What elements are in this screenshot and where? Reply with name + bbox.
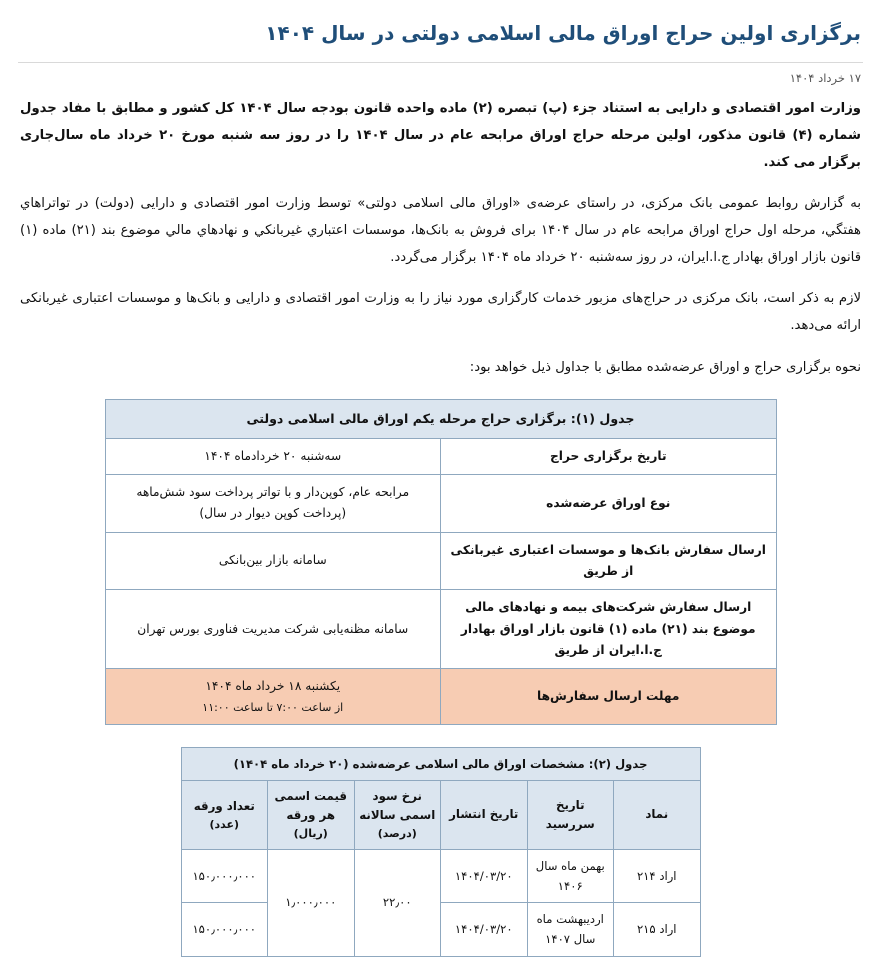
table2-row0-issue: ۱۴۰۴/۰۳/۲۰ (441, 849, 528, 903)
table2-header-2-main: تاریخ انتشار (449, 807, 519, 822)
table-row (181, 903, 700, 957)
table1-row4-value (105, 669, 441, 725)
table2-row0-count: ۱۵۰٫۰۰۰٫۰۰۰ (181, 849, 268, 903)
table2-header-4-main: قیمت اسمی هر ورقه (274, 789, 348, 823)
table1-row0-value: سه‌شنبه ۲۰ خردادماه ۱۴۰۴ (105, 438, 441, 474)
table-row (105, 590, 776, 669)
title-divider (18, 62, 863, 63)
article-paragraph-4: نحوه برگزاری حراج و اوراق عرضه‌شده مطابق با جداول ذیل خواهد بود: (469, 359, 861, 375)
table-header-row (181, 781, 700, 849)
table2-header-1 (527, 781, 614, 849)
auction-schedule-table (105, 399, 777, 725)
table2-header-4 (268, 781, 355, 849)
publish-date: ۱۷ خرداد ۱۴۰۴ (789, 71, 861, 85)
table1-row3-label: ارسال سفارش شرکت‌های بیمه و نهادهای مالی موضوع بند (۲۱) ماده (۱) قانون بازار اوراق بهادار ج.ا.ایران از طریق (441, 590, 777, 669)
table2-header-5-main: تعداد ورقه (193, 798, 255, 813)
table2-header-5-unit: (عدد) (209, 817, 240, 831)
table1-wrapper (18, 395, 863, 725)
table2-header-5 (181, 781, 268, 849)
table1-row4-value-line2: از ساعت ۷:۰۰ تا ساعت ۱۱:۰۰ (202, 700, 344, 714)
table-row (105, 438, 776, 474)
table-title-row (181, 747, 700, 780)
table2-nominal: ۱٫۰۰۰٫۰۰۰ (268, 849, 355, 956)
article-paragraph-1: وزارت امور اقتصادی و دارایی به استناد جزء (پ) تبصره (۲) ماده واحده قانون بودجه سال ۱۴۰۴ کل کشور و مطابق با مفاد جدول شماره (۴) قانون مذکور، اولین مرحله حراج اوراق مرابحه عام در سال ۱۴۰۴ را در روز سه شنبه مورخ ۲۰ خرداد ماه سال‌جاری برگزار می کند. (20, 101, 861, 171)
table2-title: جدول (۲): مشخصات اوراق مالی اسلامی عرضه‌شده (۲۰ خرداد ماه ۱۴۰۴) (181, 747, 700, 780)
table1-row4-label: مهلت ارسال سفارش‌ها (441, 669, 777, 725)
table1-row2-value: سامانه بازار بین‌بانکی (105, 532, 441, 590)
table1-row2-label: ارسال سفارش بانک‌ها و موسسات اعتباری غیربانکی از طریق (441, 532, 777, 590)
table2-header-1-main: تاریخ سررسید (545, 798, 595, 831)
table2-row0-symbol: اراد ۲۱۴ (614, 849, 701, 903)
table2-header-3-unit: (درصد) (377, 826, 417, 840)
table-row (105, 532, 776, 590)
table2-header-4-unit: (ریال) (293, 826, 328, 840)
article-paragraph-3: لازم به ذکر است، بانک مرکزی در حراج‌های مزبور خدمات کارگزاری مورد نیاز را به وزارت امور اقتصادی و دارایی و بانک‌ها و موسسات اعتباری غیربانکی ارائه می‌دهد. (20, 291, 861, 334)
article-paragraph-2: به گزارش روابط عمومی بانک مرکزی، در راستای عرضه‌ی «اوراق مالی اسلامی دولتی» توسط وزارت امور اقتصادی و دارایی (دولت) در تواتراهاي هفتگي، مرحله اول حراج اوراق مرابحه عام در سال ۱۴۰۴ برای فروش به بانک‌ها، موسسات اعتباري غيربانكي و نهادهاي مالي موضوع بند (۲۱) ماده (۱) قانون بازار اوراق بهادار ج.ا.ایران، در روز سه‌شنبه ۲۰ خرداد ماه ۱۴۰۴ برگزار می‌گردد. (20, 196, 861, 266)
table2-header-3 (354, 781, 441, 849)
table2-row1-issue: ۱۴۰۴/۰۳/۲۰ (441, 903, 528, 957)
table2-row1-count: ۱۵۰٫۰۰۰٫۰۰۰ (181, 903, 268, 957)
table1-row1-label: نوع اوراق عرضه‌شده (441, 474, 777, 532)
table2-header-0 (614, 781, 701, 849)
table-row (105, 474, 776, 532)
table2-row1-symbol: اراد ۲۱۵ (614, 903, 701, 957)
page-title: برگزاری اولین حراج اوراق مالی اسلامی دولتی در سال ۱۴۰۴ (265, 21, 861, 45)
table1-title: جدول (۱): برگزاری حراج مرحله یکم اوراق مالی اسلامی دولتی (105, 399, 776, 438)
table2-header-0-main: نماد (645, 807, 669, 822)
table-title-row (105, 399, 776, 438)
table-row-highlight (105, 669, 776, 725)
table2-rate: ۲۲٫۰۰ (354, 849, 441, 956)
table2-header-2 (441, 781, 528, 849)
table2-row0-maturity: بهمن ماه سال ۱۴۰۶ (527, 849, 614, 903)
table1-row4-value-line1: یکشنبه ۱۸ خرداد ماه ۱۴۰۴ (205, 679, 341, 694)
table-row (181, 849, 700, 903)
table1-row0-label: تاریخ برگزاری حراج (441, 438, 777, 474)
securities-details-table (181, 747, 701, 957)
table1-row1-value: مرابحه عام، کوپن‌دار و با تواتر پرداخت سود شش‌ماهه (پرداخت کوپن دیوار در سال) (105, 474, 441, 532)
table2-header-3-main: نرخ سود اسمی سالانه (359, 789, 436, 823)
table2-wrapper (18, 725, 863, 957)
table1-row3-value: سامانه مظنه‌یابی شرکت مدیریت فناوری بورس تهران (105, 590, 441, 669)
table2-row1-maturity: اردیبهشت ماه سال ۱۴۰۷ (527, 903, 614, 957)
